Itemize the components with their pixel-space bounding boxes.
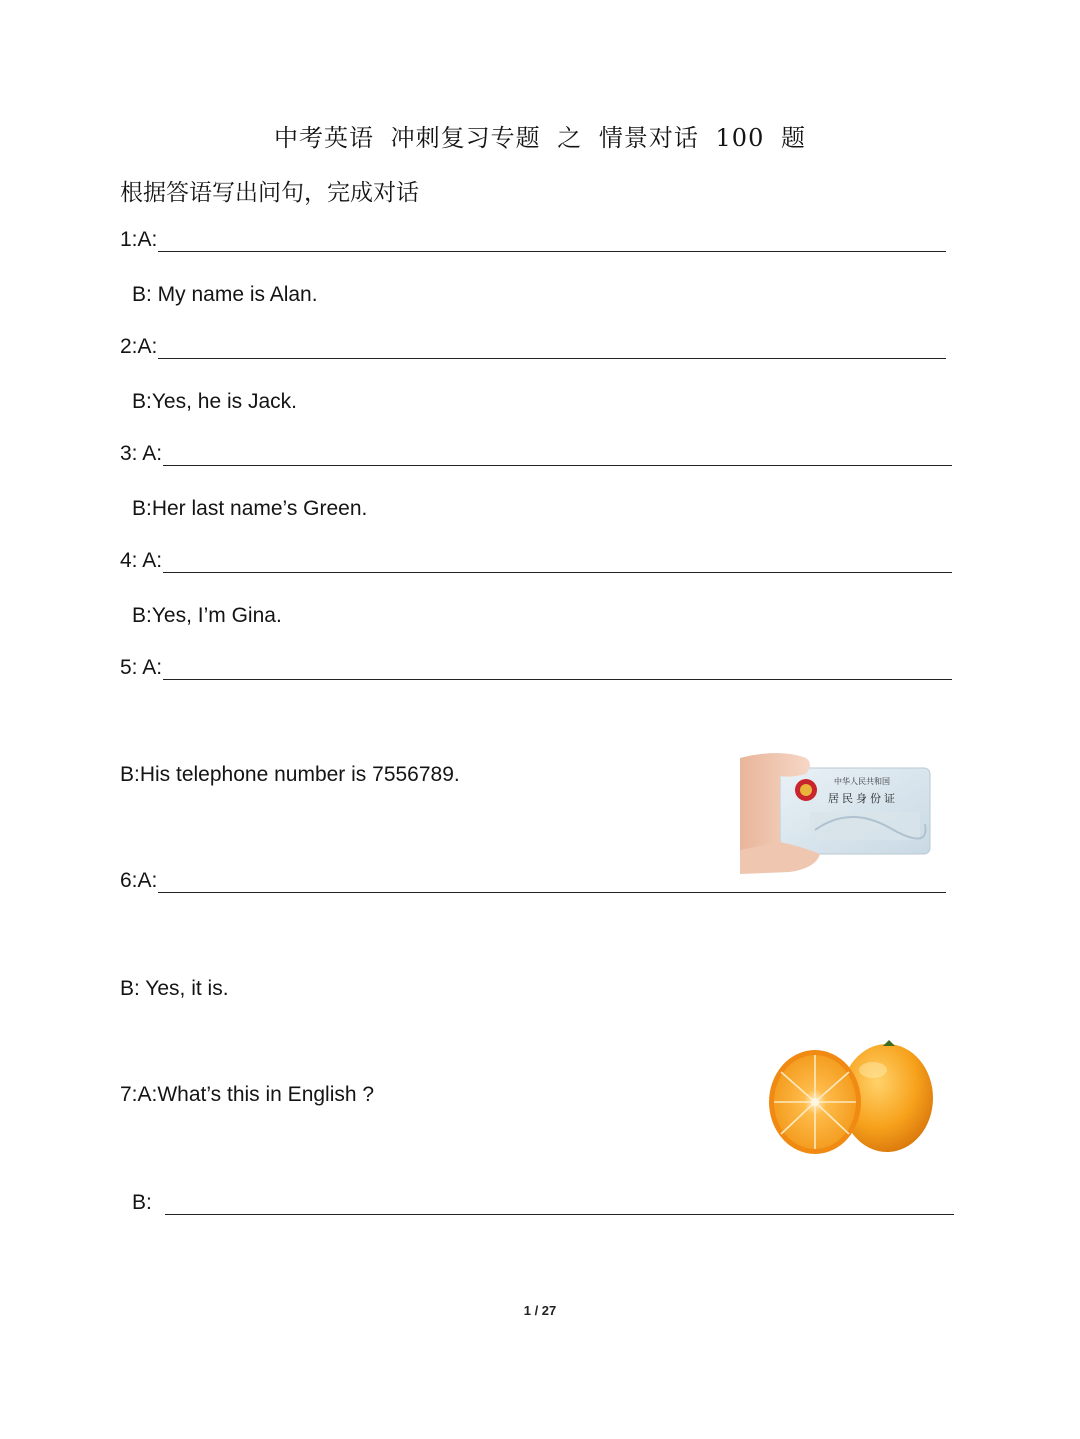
question-6-a-label: 6:A: xyxy=(120,869,158,892)
question-1-b-text: B: My name is Alan. xyxy=(132,283,318,306)
question-5-a-line xyxy=(120,656,952,680)
question-4-b-text: B:Yes, I’m Gina. xyxy=(132,604,282,627)
question-6-a-line xyxy=(120,869,946,893)
answer-blank-5[interactable] xyxy=(163,657,952,680)
question-5-b-text: B:His telephone number is 7556789. xyxy=(120,763,460,786)
question-4-a-label: 4: A: xyxy=(120,549,163,572)
answer-blank-2[interactable] xyxy=(158,336,946,359)
question-1-a-label: 1:A: xyxy=(120,228,158,251)
id-card-line2: 居民身份证 xyxy=(828,792,898,805)
question-3-a-line xyxy=(120,442,952,466)
answer-blank-4[interactable] xyxy=(163,550,952,573)
instruction-text: 根据答语写出问句，完成对话 xyxy=(120,180,419,206)
question-4-a-line xyxy=(120,549,952,573)
question-3-a-label: 3: A: xyxy=(120,442,163,465)
id-card-line1: 中华人民共和国 xyxy=(834,777,890,786)
question-2-a-line xyxy=(120,335,946,359)
answer-blank-7[interactable] xyxy=(165,1192,954,1215)
question-7-a-text: 7:A:What’s this in English ? xyxy=(120,1083,375,1106)
answer-blank-3[interactable] xyxy=(163,443,952,466)
answer-blank-6[interactable] xyxy=(158,870,946,893)
answer-blank-1[interactable] xyxy=(158,229,946,252)
question-7-b-label: B: xyxy=(132,1191,152,1214)
question-1-a-line xyxy=(120,228,946,252)
page-number: 1 / 27 xyxy=(523,1303,557,1318)
page-title: 中考英语 冲刺复习专题 之 情景对话 100 题 xyxy=(274,124,806,152)
question-2-b-text: B:Yes, he is Jack. xyxy=(132,390,297,413)
question-3-b-text: B:Her last name’s Green. xyxy=(132,497,368,520)
question-2-a-label: 2:A: xyxy=(120,335,158,358)
question-5-a-label: 5: A: xyxy=(120,656,163,679)
id-card-image xyxy=(740,750,962,874)
question-7-b-line xyxy=(132,1191,954,1215)
question-6-b-text: B: Yes, it is. xyxy=(120,977,229,1000)
orange-image xyxy=(765,1040,940,1158)
